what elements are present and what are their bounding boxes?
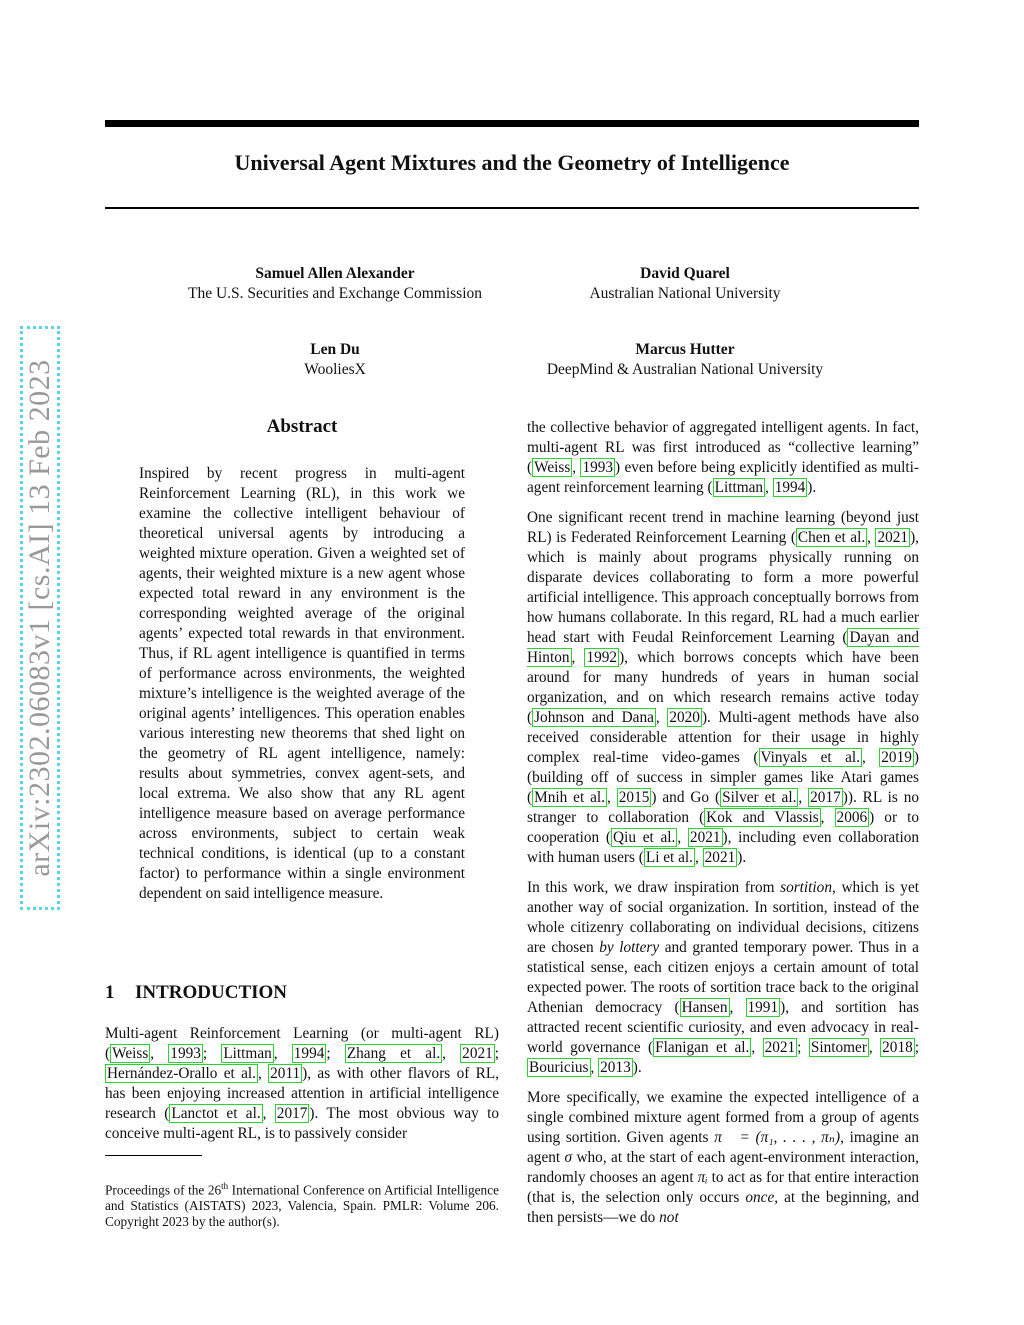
arxiv-stamp	[20, 326, 60, 910]
citation-link[interactable]: 1994	[293, 1045, 325, 1062]
citation-link[interactable]: Hernández-Orallo et al.	[107, 1065, 256, 1082]
citation-link[interactable]: Qiu et al.	[613, 829, 676, 846]
citation-link[interactable]: Johnson and Dana	[534, 709, 654, 726]
citation-link[interactable]: Li et al.	[645, 849, 693, 866]
title-rule-top	[105, 120, 919, 127]
citation-link[interactable]: Dayan and Hinton	[527, 629, 919, 666]
emphasis: by lottery	[599, 939, 660, 956]
right-paragraph-4: More specifically, we examine the expected intelligence of a single combined mixture agent formed from a group of agents using sortition. Given agents π⃗ = (π₁, . . . , πₙ), imagine an agent σ who, at the start of each agent-environment interaction, randomly chooses an agent πᵢ to act as for that entire interaction (that is, the selection only occurs once, at the beginning, and then persists—we do not	[527, 1089, 920, 1226]
section-title: INTRODUCTION	[135, 982, 288, 1003]
emphasis: not	[659, 1209, 679, 1226]
citation-link[interactable]: 2018	[882, 1039, 913, 1056]
citation-link[interactable]: Flanigan et al.	[655, 1039, 750, 1056]
author-block	[130, 340, 540, 380]
citation-link[interactable]: 2021	[462, 1045, 493, 1062]
citation-link[interactable]: Zhang et al.	[346, 1045, 441, 1062]
section-number: 1	[105, 982, 115, 1003]
footnote-rule	[105, 1155, 202, 1156]
author-affiliation: WooliesX	[304, 361, 366, 378]
citation-link[interactable]: Weiss	[112, 1045, 149, 1062]
citation-link[interactable]: Kok and Vlassis	[706, 809, 819, 826]
citation-link[interactable]: 2019	[881, 749, 912, 766]
citation-link[interactable]: Chen et al.	[797, 529, 866, 546]
intro-paragraph: Multi-agent Reinforcement Learning (or multi-agent RL) ( Weiss , 1993 ; Littman , 1994 ; Zhang et al. , 2021 ; Hernández-Orallo et al. , 2011 ), as with other flavors of RL, has been enjoying increased attention in artificial intelligence research ( Lanctot et al. , 2017 ). The most obvious way to conceive multi-agent RL, is to passively consider	[105, 1025, 500, 1142]
citation-link[interactable]: Littman	[714, 479, 764, 496]
citation-link[interactable]: 1993	[582, 459, 614, 476]
section-heading	[105, 982, 287, 1004]
right-paragraph-3: In this work, we draw inspiration from sortition, which is yet another way of social organization. In sortition, instead of the whole citizenry collaborating on individual decisions, citizens are chosen by lottery and granted temporary power. Thus in a statistical sense, each citizen enjoys a certain amount of total expected power. The roots of sortition trace back to the original Athenian democracy ( Hansen , 1991 ), and sortition has attracted recent scientific curiosity, and even advocacy in real-world governance ( Flanigan et al. , 2021 ; Sintomer , 2018 ; Bouricius , 2013 ).	[527, 879, 919, 1076]
citation-link[interactable]: 2013	[600, 1059, 631, 1076]
author-affiliation: DeepMind & Australian National University	[546, 361, 824, 378]
author-name: Marcus Hutter	[635, 341, 735, 358]
citation-link[interactable]: 2015	[618, 789, 650, 806]
citation-link[interactable]: 1992	[586, 649, 618, 666]
citation-link[interactable]: 2021	[877, 529, 909, 546]
author-name: Len Du	[310, 341, 360, 358]
paper-title: Universal Agent Mixtures and the Geometry of Intelligence	[234, 150, 790, 175]
right-paragraph-1: the collective behavior of aggregated intelligent agents. In fact, multi-agent RL was first introduced as “collective learning” ( Weiss , 1993 ) even before being explicitly identified as multi-agent reinforcement learning ( Littman , 1994 ).	[527, 419, 919, 496]
citation-link[interactable]: 2021	[764, 1039, 796, 1056]
citation-link[interactable]: 2011	[270, 1065, 301, 1082]
emphasis: sortition	[780, 879, 832, 896]
citation-link[interactable]: Hansen	[681, 999, 728, 1016]
author-block	[500, 340, 870, 380]
title-rule-bottom	[105, 207, 919, 209]
citation-link[interactable]: Mnih et al.	[534, 789, 606, 806]
citation-link[interactable]: Silver et al.	[722, 789, 797, 806]
author-block	[520, 264, 850, 304]
math-expression: πᵢ	[697, 1169, 708, 1186]
author-name: Samuel Allen Alexander	[255, 265, 415, 282]
math-expression: π⃗ = (π₁, . . . , πₙ)	[714, 1129, 841, 1146]
citation-link[interactable]: Vinyals et al.	[760, 749, 860, 766]
citation-link[interactable]: Lanctot et al.	[171, 1105, 261, 1122]
citation-link[interactable]: 1993	[170, 1045, 201, 1062]
author-affiliation: The U.S. Securities and Exchange Commission	[187, 285, 483, 302]
arxiv-id: arXiv:2302.06083v1 [cs.AI] 13 Feb 2023	[23, 359, 56, 877]
abstract-heading: Abstract	[266, 416, 338, 437]
citation-link[interactable]: Bouricius	[529, 1059, 589, 1076]
citation-link[interactable]: 2006	[836, 809, 868, 826]
abstract-text: Inspired by recent progress in multi-agent Reinforcement Learning (RL), in this work we examine the collective intelligent behaviour of theoretical universal agents by introducing a weighted mixture operation. Given a weighted set of agents, their weighted mixture is a new agent whose expected total reward in any environment is the corresponding weighted average of the original agents’ expected total rewards in that environment. Thus, if RL agent intelligence is quantified in terms of performance across environments, the weighted mixture’s intelligence is the weighted average of the original agents’ intelligences. This operation enables various interesting new theorems that shed light on the geometry of RL agent intelligence, namely: results about symmetries, convex agent-sets, and local extrema. We also show that any RL agent intelligence measure based on average performance across environments, subject to certain weak technical conditions, is identical (up to a constant factor) to performance within a single environment dependent on said intelligence measure.	[139, 465, 465, 902]
citation-link[interactable]: 2017	[810, 789, 841, 806]
citation-link[interactable]: 2017	[276, 1105, 308, 1122]
citation-link[interactable]: 1994	[774, 479, 806, 496]
author-block	[130, 264, 540, 304]
emphasis: once	[745, 1189, 775, 1206]
citation-link[interactable]: 1991	[747, 999, 779, 1016]
citation-link[interactable]: 2021	[704, 849, 736, 866]
math-expression: σ	[564, 1149, 573, 1166]
author-affiliation: Australian National University	[589, 285, 781, 302]
citation-link[interactable]: 2021	[689, 829, 721, 846]
citation-link[interactable]: Weiss	[534, 459, 571, 476]
citation-link[interactable]: Sintomer	[810, 1039, 867, 1056]
author-name: David Quarel	[640, 265, 730, 282]
citation-link[interactable]: Littman	[223, 1045, 272, 1062]
right-paragraph-2: One significant recent trend in machine learning (beyond just RL) is Federated Reinforcement Learning ( Chen et al. , 2021 ), which is mainly about programs physically running on disparate devices collaborating to form a more powerful artificial intelligence. This approach conceptually borrows from how humans collaborate. In this regard, RL had a much earlier head start with Feudal Reinforcement Learning ( Dayan and Hinton , 1992 ), which borrows concepts which have been around for many hundreds of years in human social organization, and on which research remains active today ( Johnson and Dana , 2020 ). Multi-agent methods have also received considerable attention for their usage in highly complex real-time video-games ( Vinyals et al. , 2019 ) (building off of success in simpler games like Atari games ( Mnih et al. , 2015 ) and Go ( Silver et al. , 2017 )). RL is no stranger to collaboration ( Kok and Vlassis , 2006 ) or to cooperation ( Qiu et al. , 2021 ), including even collaboration with human users ( Li et al. , 2021 ).	[527, 509, 920, 866]
footnote: Proceedings of the 26th International Conference on Artificial Intelligence and Statistics (AISTATS) 2023, Valencia, Spain. PMLR: Volume 206. Copyright 2023 by the author(s).	[105, 1181, 499, 1230]
citation-link[interactable]: 2020	[669, 709, 700, 726]
